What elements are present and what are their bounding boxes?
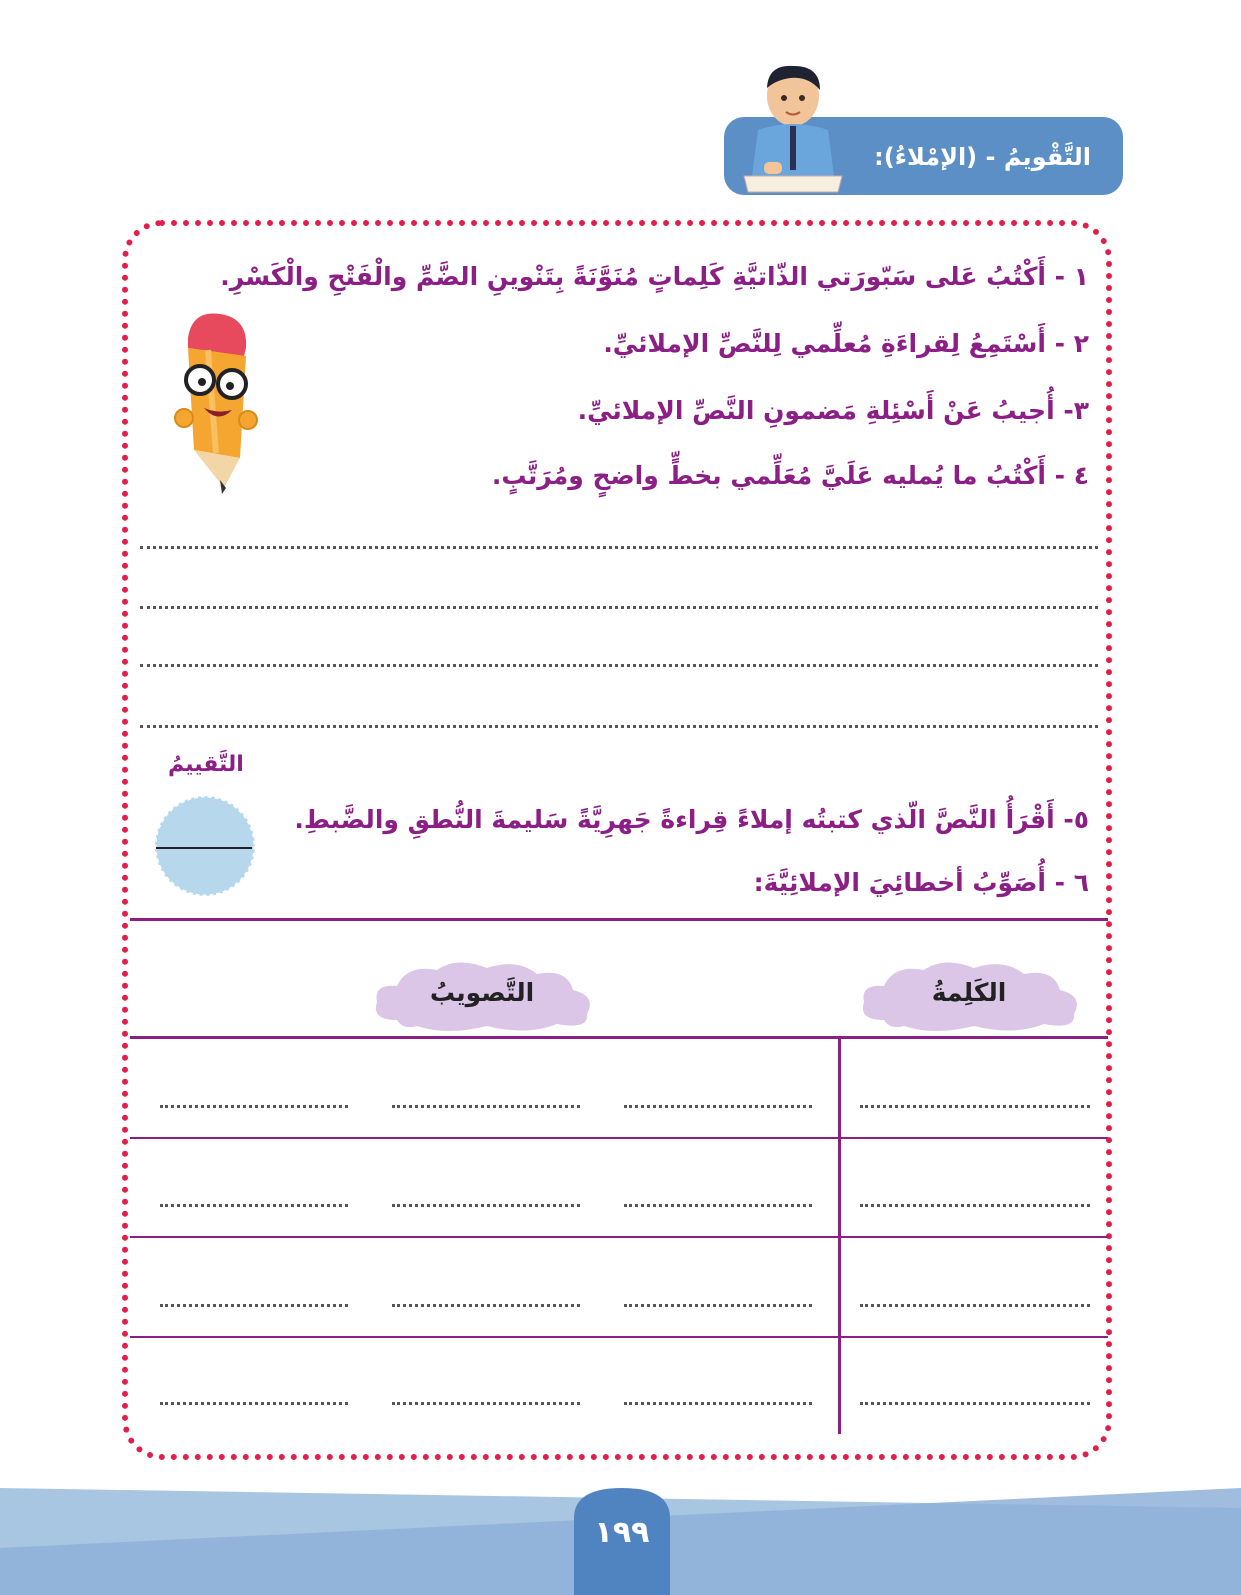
table-top-line — [130, 918, 1108, 921]
boy-student-illustration — [738, 58, 848, 198]
correction-blank[interactable] — [624, 1204, 812, 1207]
writing-line[interactable] — [140, 725, 1098, 728]
correction-blank[interactable] — [160, 1402, 348, 1405]
correction-blank[interactable] — [392, 1304, 580, 1307]
word-blank[interactable] — [860, 1204, 1090, 1207]
correction-blank[interactable] — [392, 1105, 580, 1108]
correction-blank[interactable] — [160, 1304, 348, 1307]
evaluation-badge[interactable] — [152, 793, 258, 899]
page-number: ١٩٩ — [594, 1515, 650, 1550]
correction-blank[interactable] — [624, 1105, 812, 1108]
correction-blank[interactable] — [160, 1204, 348, 1207]
instruction-5: ٥- أَقْرَأُ النَّصَّ الّذي كتبتُه إملاءً قِراءةً جَهرِيَّةً سَليمةَ النُّطقِ والضَّبطِ. — [294, 805, 1089, 834]
writing-line[interactable] — [140, 606, 1098, 609]
correction-blank[interactable] — [160, 1105, 348, 1108]
table-row-line — [130, 1137, 1108, 1139]
table-row-line — [130, 1236, 1108, 1238]
instruction-6: ٦ - أُصَوِّبُ أخطائِيَ الإملائِيَّةَ: — [753, 868, 1089, 897]
word-blank[interactable] — [860, 1402, 1090, 1405]
word-blank[interactable] — [860, 1105, 1090, 1108]
word-blank[interactable] — [860, 1304, 1090, 1307]
writing-line[interactable] — [140, 546, 1098, 549]
table-header-line — [130, 1036, 1108, 1039]
evaluation-label: التَّقييمُ — [168, 752, 244, 777]
correction-header: التَّصويبُ — [429, 978, 535, 1007]
instruction-2: ٢ - أَسْتَمِعُ لِقراءَةِ مُعلِّمي لِلنَّصِّ الإملائيِّ. — [603, 329, 1089, 358]
correction-blank[interactable] — [392, 1402, 580, 1405]
word-header: الكَلِمةُ — [931, 978, 1007, 1007]
correction-blank[interactable] — [392, 1204, 580, 1207]
instruction-1: ١ - أَكْتُبُ عَلى سَبّورَتي الذّاتيَّةِ كَلِماتٍ مُنَوَّنَةً بِتَنْوينِ الضَّمِّ والْفَتْحِ والْكَسْرِ. — [220, 262, 1089, 291]
table-row-line — [130, 1336, 1108, 1338]
instruction-3: ٣- أُجيبُ عَنْ أَسْئِلةِ مَضمونِ النَّصِّ الإملائيِّ. — [577, 396, 1089, 425]
pencil-character-illustration — [168, 308, 268, 498]
section-title: التَّقْويمُ - (الإمْلاءُ): — [874, 143, 1091, 171]
writing-line[interactable] — [140, 664, 1098, 667]
correction-blank[interactable] — [624, 1304, 812, 1307]
correction-blank[interactable] — [624, 1402, 812, 1405]
instruction-4: ٤ - أَكْتُبُ ما يُمليه عَلَيَّ مُعَلِّمي بخطٍّ واضحٍ ومُرَتَّبٍ. — [491, 461, 1089, 490]
